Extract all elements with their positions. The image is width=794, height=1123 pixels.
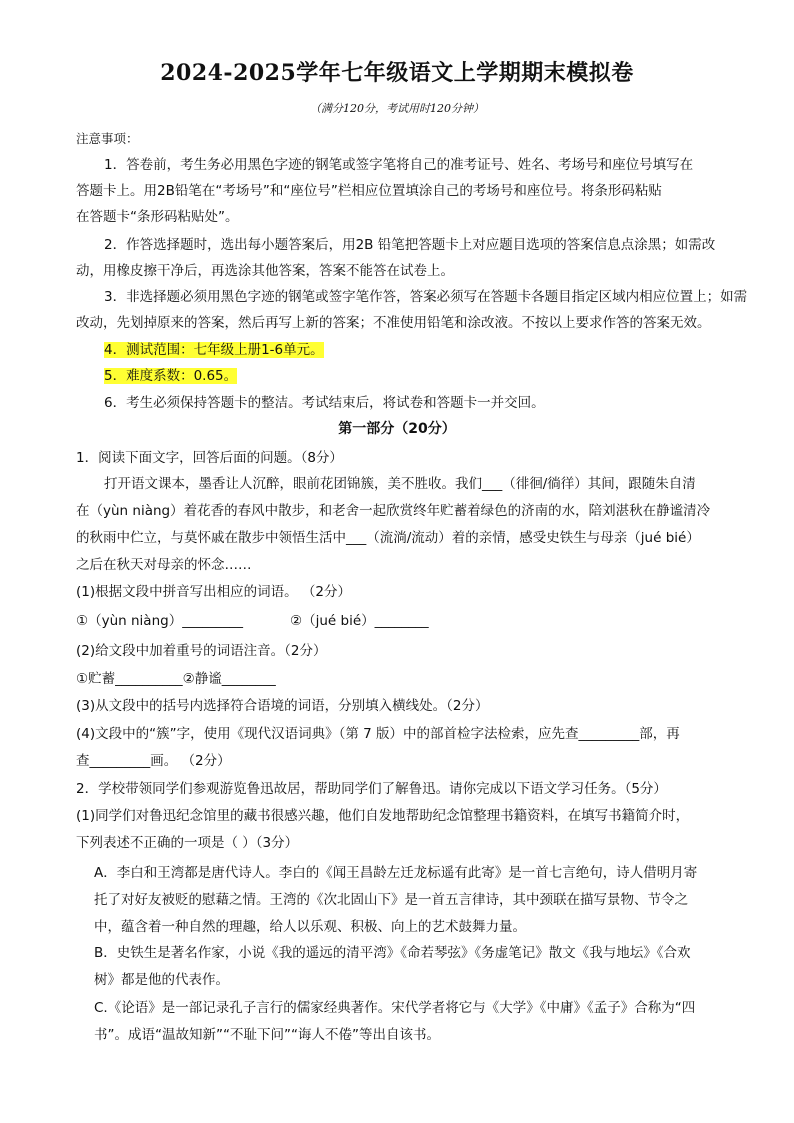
q2-option-a-line-2: 托了对好友被贬的慰藉之情。王湾的《次北固山下》是一首五言律诗，其中颈联在描写景物、节令之: [94, 892, 688, 908]
q2-option-b-line-2: 树》都是他的代表作。: [94, 972, 229, 988]
q1-sub4-line-2: 查_________画。 （2分）: [76, 753, 231, 769]
q1-sub4-line-1: (4)文段中的“簇”字，使用《现代汉语词典》（第 7 版）中的部首检字法检索，应先查_________部，再: [76, 726, 680, 742]
q2-option-b-line-1: B．史铁生是著名作家，小说《我的遥远的清平湾》《命若琴弦》《务虚笔记》散文《我与地坛》《合欢: [94, 945, 691, 961]
q1-sub1-answer-a: ①（yùn niàng）_________: [76, 613, 243, 629]
page-subtitle: （满分120分，考试用时120分钟）: [310, 102, 484, 115]
note-1-line-1: 1．答卷前，考生务必用黑色字迹的钢笔或签字笔将自己的准考证号、姓名、考场号和座位号填写在: [104, 157, 694, 173]
section-heading: 第一部分（20分）: [338, 421, 456, 437]
page-title: 2024-2025学年七年级语文上学期期末模拟卷: [160, 60, 634, 86]
note-4-wrap: [104, 341, 324, 359]
q1-stem: 1．阅读下面文字，回答后面的问题。（8分）: [76, 450, 343, 466]
q1-sub1-answer-b: ②（jué bié）________: [290, 613, 429, 629]
note-1-line-3: 在答题卡“条形码粘贴处”。: [76, 209, 239, 225]
q2-stem: 2．学校带领同学们参观游览鲁迅故居，帮助同学们了解鲁迅。请你完成以下语文学习任务。（5分）: [76, 781, 667, 797]
note-5-highlight: 5．难度系数：0.65。: [104, 368, 238, 384]
notes-heading: 注意事项：: [76, 131, 139, 146]
note-4-highlight: 4．测试范围：七年级上册1-6单元。: [104, 342, 324, 358]
q2-option-a-line-3: 中，蕴含着一种自然的理趣，给人以乐观、积极、向上的艺术鼓舞力量。: [94, 919, 526, 935]
q1-sub1: (1)根据文段中拼音写出相应的词语。 （2分）: [76, 584, 352, 600]
q1-passage-line-3: 的秋雨中伫立，与莫怀戚在散步中领悟生活中___（流淌/流动）着的亲情，感受史铁生与母亲（jué bié）: [76, 530, 700, 546]
q2-sub1-line-1: (1)同学们对鲁迅纪念馆里的藏书很感兴趣，他们自发地帮助纪念馆整理书籍资料，在填写书籍简介时，: [76, 808, 690, 824]
note-3-line-1: 3．非选择题必须用黑色字迹的钢笔或签字笔作答，答案必须写在答题卡各题目指定区域内相应位置上；如需: [104, 289, 748, 305]
q2-option-a-line-1: A．李白和王湾都是唐代诗人。李白的《闻王昌龄左迁龙标遥有此寄》是一首七言绝句，诗人借明月寄: [94, 865, 698, 881]
q1-passage-line-4: 之后在秋天对母亲的怀念……: [76, 557, 252, 573]
note-6: 6．考生必须保持答题卡的整洁。考试结束后，将试卷和答题卡一并交回。: [104, 395, 545, 411]
q1-passage-line-1: 打开语文课本，墨香让人沉醉，眼前花团锦簇，美不胜收。我们___（徘徊/徜徉）其间，跟随朱自清: [104, 476, 696, 492]
q1-sub2: (2)给文段中加着重号的词语注音。（2分）: [76, 643, 327, 659]
note-5-wrap: [104, 367, 237, 385]
q2-option-c-line-1: C.《论语》是一部记录孔子言行的儒家经典著作。宋代学者将它与《大学》《中庸》《孟子》合称为“四: [94, 1000, 696, 1016]
q1-sub3: (3)从文段中的括号内选择符合语境的词语，分别填入横线处。（2分）: [76, 698, 489, 714]
q2-sub1-line-2: 下列表述不正确的一项是（ ）（3分）: [76, 835, 299, 851]
q1-sub2-answers: ①贮蓄__________②静谧________: [76, 671, 276, 687]
q2-option-c-line-2: 书”。成语“温故知新”“不耻下问”“诲人不倦”等出自该书。: [94, 1027, 440, 1043]
note-2-line-1: 2．作答选择题时，选出每小题答案后，用2B 铅笔把答题卡上对应题目选项的答案信息点涂黑；如需改: [104, 237, 716, 253]
q1-passage-line-2: 在（yùn niàng）着花香的春风中散步，和老舍一起欣赏终年贮蓄着绿色的济南的水，陪刘湛秋在静谧清冷: [76, 503, 711, 519]
note-3-line-2: 改动，先划掉原来的答案，然后再写上新的答案；不准使用铅笔和涂改液。不按以上要求作答的答案无效。: [76, 315, 711, 331]
note-2-line-2: 动，用橡皮擦干净后，再选涂其他答案，答案不能答在试卷上。: [76, 263, 454, 279]
note-1-line-2: 答题卡上。用2B铅笔在“考场号”和“座位号”栏相应位置填涂自己的考场号和座位号。将条形码粘贴: [76, 183, 662, 199]
